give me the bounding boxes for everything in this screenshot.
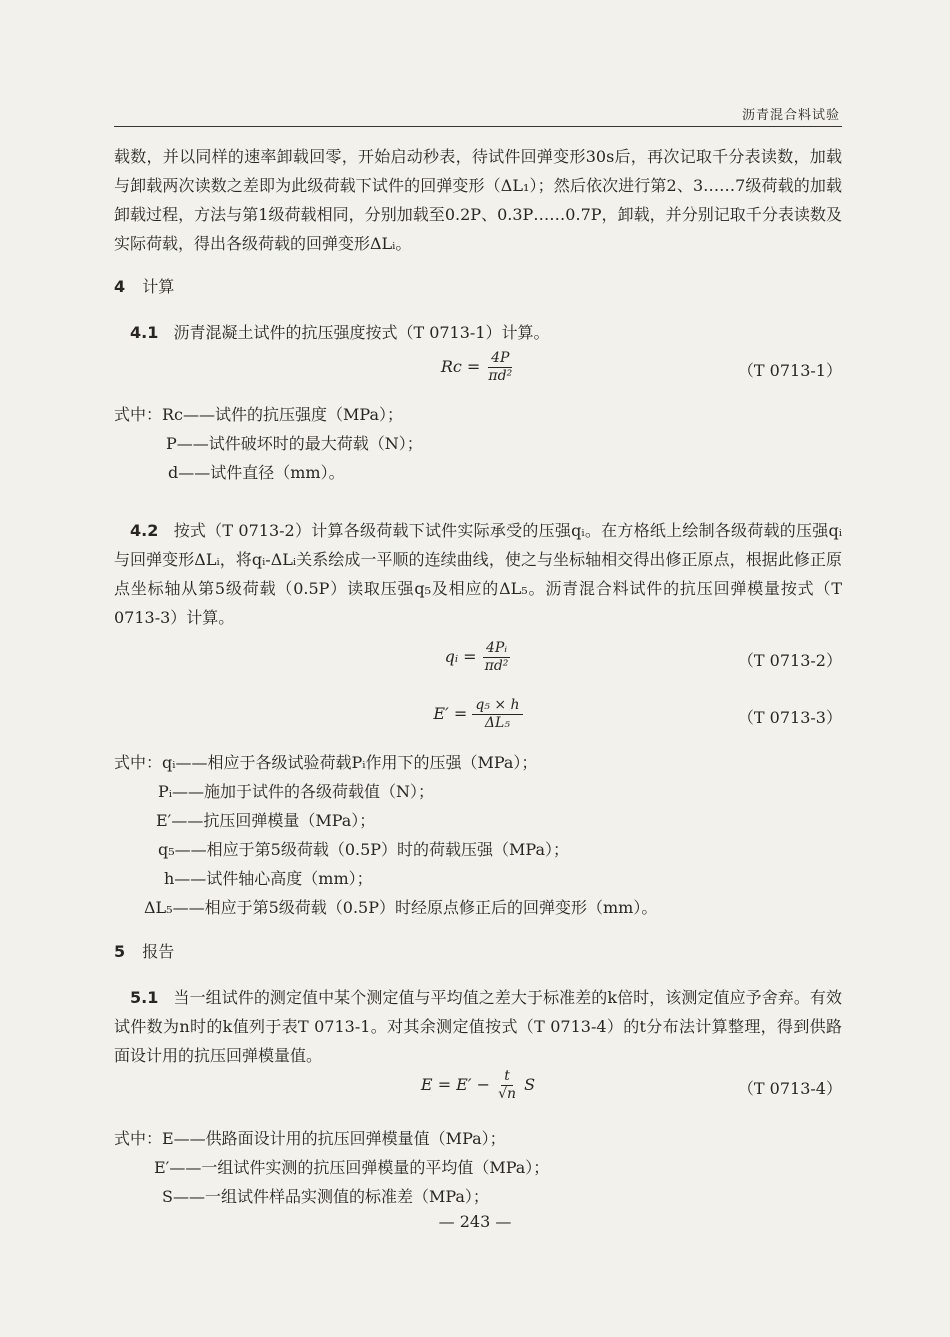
clause-5-1 (114, 983, 842, 1070)
clause-4-2-text: 按式（T 0713-2）计算各级荷载下试件实际承受的压强qᵢ。在方格纸上绘制各级荷载的压强qᵢ与回弹变形ΔLᵢ，将qᵢ-ΔLᵢ关系绘成一平顺的连续曲线，使之与坐标轴相交得出修正原点，根据此修正原点坐标轴从第5级荷载（0.5P）读取压强q₅及相应的ΔL₅。沥青混合料试件的抗压回弹模量按式（T 0713-3）计算。 (114, 521, 842, 627)
eq4-label: （T 0713-4） (737, 1079, 842, 1098)
definition-e-prime-avg: E′——一组试件实测的抗压回弹模量的平均值（MPa）； (154, 1158, 550, 1177)
definition-s: S——一组试件样品实测值的标准差（MPa）； (162, 1187, 489, 1206)
clause-4-2 (114, 516, 842, 632)
clause-4-1-number: 4.1 (130, 323, 159, 342)
definition-h: h——试件轴心高度（mm）； (164, 869, 373, 888)
page-number: — 243 — (438, 1212, 512, 1231)
definition-qi: 式中：qᵢ——相应于各级试验荷载Pᵢ作用下的压强（MPa）； (114, 753, 538, 772)
eq4-tail: S (524, 1075, 536, 1094)
definition-q5: q₅——相应于第5级荷载（0.5P）时的荷载压强（MPa）； (158, 840, 570, 859)
eq2-numerator: 4Pᵢ (483, 640, 510, 658)
eq2-label: （T 0713-2） (737, 651, 842, 670)
eq2-denominator: πd² (484, 658, 509, 674)
eq1-numerator: 4P (488, 350, 512, 368)
section-5-heading (114, 937, 842, 966)
definition-d: d——试件直径（mm）。 (168, 463, 345, 482)
eq4-denominator: √n (498, 1086, 517, 1102)
equation-t0713-4 (114, 1068, 842, 1114)
eq1-label: （T 0713-1） (737, 361, 842, 380)
clause-4-2-number: 4.2 (130, 521, 159, 540)
section-4-heading (114, 272, 842, 301)
clause-4-1 (114, 318, 842, 347)
eq1-lhs: Rc = (440, 357, 481, 376)
eq3-numerator: q₅ × h (472, 697, 522, 715)
definition-pi: Pᵢ——施加于试件的各级荷载值（N）； (158, 782, 434, 801)
clause-5-1-number: 5.1 (130, 988, 159, 1007)
definition-p: P——试件破坏时的最大荷载（N）； (166, 434, 423, 453)
eq3-lhs: E′ = (433, 704, 468, 723)
definition-e: 式中：E——供路面设计用的抗压回弹模量值（MPa）； (114, 1129, 506, 1148)
definition-delta-l5: ΔL₅——相应于第5级荷载（0.5P）时经原点修正后的回弹变形（mm）。 (144, 898, 658, 917)
equation-t0713-1 (114, 350, 842, 396)
section-4-title: 计算 (142, 277, 175, 296)
eq4-lhs: E = E′ − (420, 1075, 490, 1094)
eq4-numerator: t (501, 1068, 513, 1086)
clause-4-1-text: 沥青混凝土试件的抗压强度按式（T 0713-1）计算。 (173, 323, 550, 342)
clause-5-1-text: 当一组试件的测定值中某个测定值与平均值之差大于标准差的k倍时，该测定值应予舍弃。有效试件数为n时的k值列于表T 0713-1。对其余测定值按式（T 0713-4）的t分布法计算整理，得到供路面设计用的抗压回弹模量值。 (114, 988, 842, 1065)
eq1-denominator: πd² (488, 368, 513, 384)
section-5-number: 5 (114, 942, 126, 961)
intro-block (114, 142, 842, 258)
definition-e-prime: E′——抗压回弹模量（MPa）； (156, 811, 376, 830)
header-rule (114, 126, 842, 127)
definition-rc: 式中：Rc——试件的抗压强度（MPa）； (114, 405, 403, 424)
eq2-lhs: qᵢ = (444, 647, 477, 666)
eq3-denominator: ΔL₅ (484, 715, 510, 731)
running-header: 沥青混合料试验 (741, 108, 840, 123)
section-5-title: 报告 (142, 942, 175, 961)
intro-paragraph: 载数，并以同样的速率卸载回零，开始启动秒表，待试件回弹变形30s后，再次记取千分表读数，加载与卸载两次读数之差即为此级荷载下试件的回弹变形（ΔL₁）；然后依次进行第2、3……7级荷载的加载卸载过程，方法与第1级荷载相同，分别加载至0.2P、0.3P……0.7P，卸载，并分别记取千分表读数及实际荷载，得出各级荷载的回弹变形ΔLᵢ。 (114, 147, 842, 253)
equation-t0713-2 (114, 640, 842, 686)
eq3-label: （T 0713-3） (737, 708, 842, 727)
section-4-number: 4 (114, 277, 126, 296)
equation-t0713-3 (114, 697, 842, 743)
